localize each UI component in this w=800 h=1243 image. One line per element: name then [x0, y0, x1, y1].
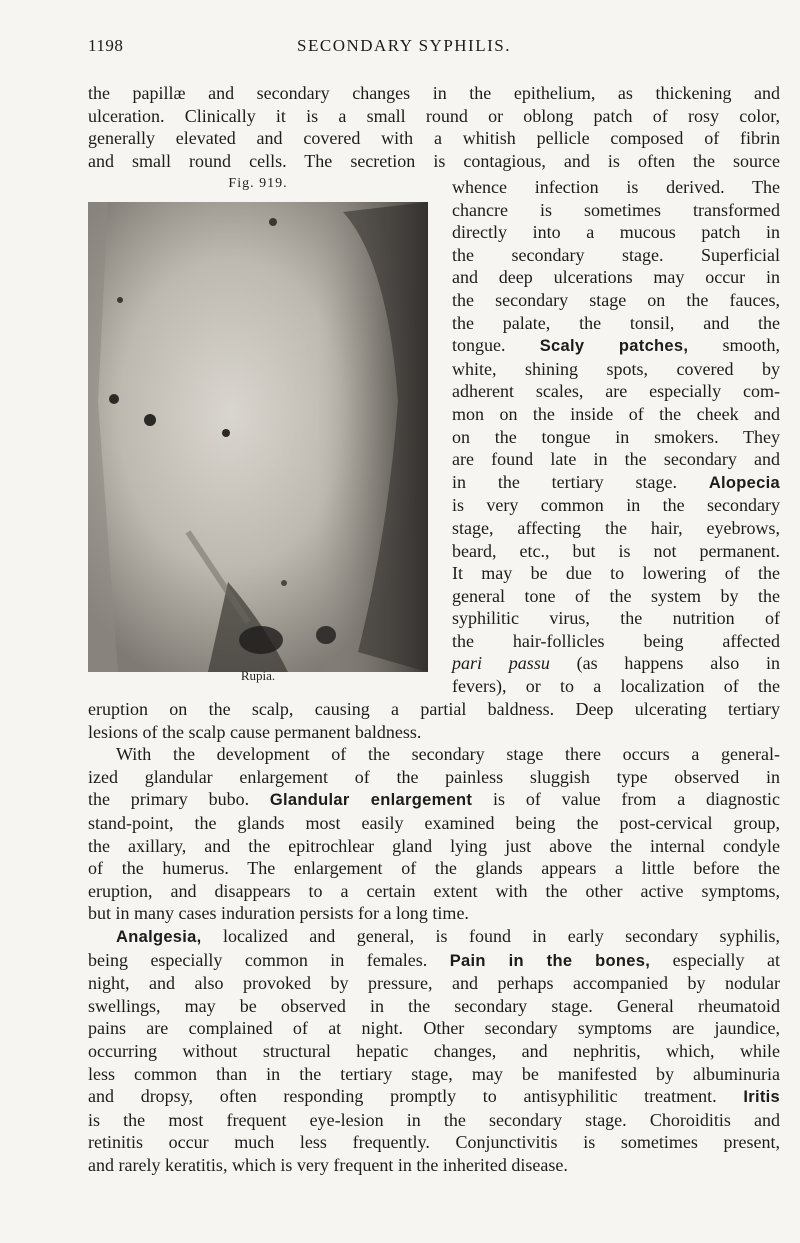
- text-line: are found late in the secondary and: [452, 449, 780, 470]
- text-line: occurring without structural hepatic changes, and nephritis, which, while: [88, 1040, 780, 1061]
- text-line: and rarely keratitis, which is very frequent in the inherited disease.: [88, 1154, 568, 1175]
- text-line: directly into a mucous patch in: [452, 222, 780, 243]
- text-segment: especially at: [650, 949, 780, 970]
- text-line: whence infection is derived. The: [452, 177, 780, 197]
- text-line: ulceration. Clinically it is a small round or oblong patch of rosy color,: [88, 105, 780, 126]
- text-line: swellings, may be observed in the secondary stage. General rheumatoid: [88, 995, 780, 1016]
- figure-caption: Rupia.: [240, 668, 276, 683]
- text-line: lesions of the scalp cause permanent baldness.: [88, 721, 422, 742]
- text-line: of the humerus. The enlargement of the glands appears a little before the: [88, 858, 780, 879]
- text-segment: With the development of the secondary stage there occurs a general-: [116, 744, 780, 765]
- text-segment: is of value from a diagnostic: [472, 789, 781, 810]
- text-line: generally elevated and covered with a whitish pellicle composed of fibrin: [88, 128, 780, 149]
- text-line: [452, 471, 780, 495]
- text-line: [88, 949, 780, 973]
- running-title: SECONDARY SYPHILIS.: [297, 36, 511, 55]
- paragraph-1: [88, 82, 780, 172]
- heading-alopecia: Alopecia: [708, 473, 780, 492]
- wrapped-text-column: [452, 176, 780, 698]
- text-segment: (as happens also in: [576, 653, 781, 674]
- lesion-mark: [269, 218, 277, 226]
- text-line: eruption, and disappears to a certain extent with the other active symptoms,: [88, 880, 780, 901]
- text-line: the axillary, and the epitrochlear gland lying just above the internal condyle: [88, 835, 780, 856]
- text-line: on the tongue in smokers. They: [452, 426, 780, 447]
- text-segment: tongue.: [452, 335, 506, 356]
- text-line: [88, 925, 780, 949]
- text-segment: the primary bubo.: [88, 789, 250, 810]
- heading-pain-in-bones: Pain in the bones,: [449, 951, 651, 970]
- text-line: and small round cells. The secretion is contagious, and is often the source: [88, 150, 780, 171]
- rupia-photograph: [88, 202, 428, 672]
- text-segment: smooth,: [688, 335, 780, 356]
- heading-scaly-patches: Scaly patches,: [539, 337, 689, 356]
- figure-label: Fig. 919.: [228, 176, 288, 191]
- lesion-mark: [222, 429, 230, 437]
- text-line: the papillæ and secondary changes in the epithelium, as thickening and: [88, 83, 780, 103]
- text-line: adherent scales, are especially com-: [452, 381, 780, 402]
- text-line: [88, 788, 780, 812]
- lesion-mark: [109, 394, 119, 404]
- text-segment: localized and general, is found in early secondary syphilis,: [201, 925, 780, 946]
- heading-analgesia: Analgesia,: [116, 927, 202, 946]
- italic-term: pari passu: [452, 653, 550, 674]
- text-line: the secondary stage on the fauces,: [452, 289, 780, 310]
- figure-919: [88, 176, 428, 696]
- text-line: [88, 743, 780, 766]
- text-line: the secondary stage. Superficial: [452, 244, 780, 265]
- text-line: fevers), or to a localization of the: [452, 676, 780, 697]
- page-number: 1198: [88, 36, 124, 55]
- text-line: night, and also provoked by pressure, and perhaps accompanied by nodular: [88, 973, 780, 994]
- text-line: the hair-follicles being affected: [452, 630, 780, 651]
- text-line: It may be due to lowering of the: [452, 563, 780, 584]
- text-line: [452, 652, 780, 675]
- text-line: and deep ulcerations may occur in: [452, 267, 780, 288]
- text-line: beard, etc., but is not permanent.: [452, 540, 780, 561]
- text-segment: and dropsy, often responding promptly to antisyphilitic treatment.: [88, 1086, 717, 1107]
- lesion-mark: [117, 297, 123, 303]
- lesion-mark: [281, 580, 287, 586]
- text-line: syphilitic virus, the nutrition of: [452, 608, 780, 629]
- text-line: eruption on the scalp, causing a partial baldness. Deep ulcerating tertiary: [88, 699, 780, 719]
- heading-iritis: Iritis: [743, 1088, 781, 1107]
- text-line: ized glandular enlargement of the painless sluggish type observed in: [88, 766, 780, 787]
- text-segment: in the tertiary stage.: [452, 471, 677, 492]
- text-line: less common than in the tertiary stage, may be manifested by albuminuria: [88, 1063, 780, 1084]
- text-line: is very common in the secondary: [452, 495, 780, 516]
- heading-glandular-enlargement: Glandular enlargement: [269, 791, 473, 810]
- text-segment: being especially common in females.: [88, 949, 428, 970]
- text-line: stage, affecting the hair, eyebrows,: [452, 517, 780, 538]
- text-line: is the most frequent eye-lesion in the secondary stage. Choroiditis and: [88, 1109, 780, 1130]
- text-line: but in many cases induration persists for a long time.: [88, 903, 469, 924]
- text-line: general tone of the system by the: [452, 585, 780, 606]
- text-line: stand-point, the glands most easily examined being the post-cervical group,: [88, 812, 780, 833]
- lesion-mark: [144, 414, 156, 426]
- text-line: white, shining spots, covered by: [452, 358, 780, 379]
- text-line: chancre is sometimes transformed: [452, 199, 780, 220]
- text-line: mon on the inside of the cheek and: [452, 403, 780, 424]
- body-continuation: [88, 698, 780, 1176]
- text-line: retinitis occur much less frequently. Conjunctivitis is sometimes present,: [88, 1132, 780, 1153]
- text-line: [88, 1085, 780, 1109]
- text-line: pains are complained of at night. Other secondary symptoms are jaundice,: [88, 1018, 780, 1039]
- text-line: [452, 334, 780, 358]
- text-line: the palate, the tonsil, and the: [452, 312, 780, 333]
